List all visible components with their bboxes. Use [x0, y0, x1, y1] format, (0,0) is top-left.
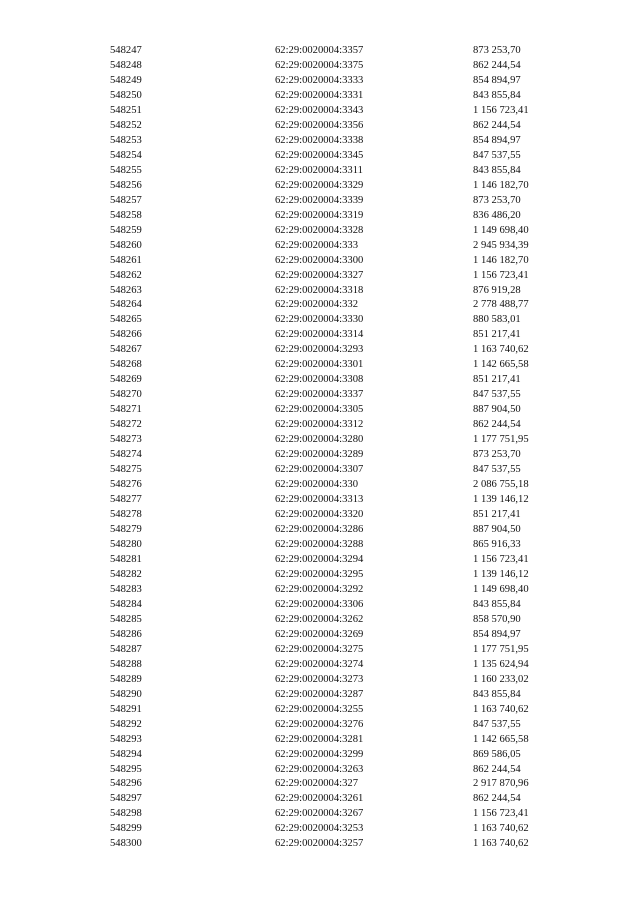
cadastral-number: 62:29:0020004:3375 — [275, 59, 364, 71]
row-number: 548274 — [110, 449, 142, 461]
cadastral-value: 843 855,84 — [473, 164, 521, 176]
cadastral-value: 847 537,55 — [473, 464, 521, 476]
cadastral-number: 62:29:0020004:3257 — [275, 838, 364, 850]
row-number: 548281 — [110, 553, 142, 565]
cadastral-value: 887 904,50 — [473, 524, 521, 535]
row-number: 548247 — [110, 45, 142, 56]
cadastral-number: 62:29:0020004:3305 — [275, 404, 364, 416]
table-row — [110, 358, 570, 373]
row-number: 548258 — [110, 209, 142, 221]
cadastral-number: 62:29:0020004:3329 — [275, 179, 364, 191]
table-row — [110, 343, 570, 358]
table-row — [110, 718, 570, 733]
cadastral-number: 62:29:0020004:3313 — [275, 494, 364, 506]
row-number: 548298 — [110, 808, 142, 820]
cadastral-value: 862 244,54 — [473, 793, 521, 805]
cadastral-value: 2 778 488,77 — [473, 299, 529, 311]
cadastral-value: 1 156 723,41 — [473, 553, 529, 565]
cadastral-value: 887 904,50 — [473, 404, 521, 416]
table-row — [110, 553, 570, 568]
cadastral-number: 62:29:0020004:3357 — [275, 45, 364, 56]
row-number: 548252 — [110, 119, 142, 131]
row-number: 548279 — [110, 524, 142, 535]
cadastral-number: 62:29:0020004:3319 — [275, 209, 364, 221]
table-row — [110, 763, 570, 778]
row-number: 548269 — [110, 374, 142, 386]
cadastral-value: 1 163 740,62 — [473, 838, 529, 850]
table-row — [110, 59, 570, 74]
table-row — [110, 583, 570, 598]
cadastral-value: 873 253,70 — [473, 45, 521, 56]
table-row — [110, 807, 570, 822]
cadastral-value: 1 142 665,58 — [473, 733, 529, 745]
cadastral-number: 62:29:0020004:330 — [275, 479, 358, 491]
table-row — [110, 269, 570, 284]
cadastral-value: 843 855,84 — [473, 688, 521, 700]
cadastral-value: 1 139 146,12 — [473, 494, 529, 506]
cadastral-value: 1 160 233,02 — [473, 673, 529, 685]
table-row — [110, 44, 570, 59]
row-number: 548292 — [110, 718, 142, 730]
cadastral-number: 62:29:0020004:3263 — [275, 763, 364, 775]
cadastral-number: 62:29:0020004:3311 — [275, 164, 363, 176]
table-row — [110, 628, 570, 643]
row-number: 548261 — [110, 254, 142, 266]
table-row — [110, 254, 570, 269]
table-row — [110, 613, 570, 628]
table-row — [110, 658, 570, 673]
cadastral-number: 62:29:0020004:3289 — [275, 449, 364, 461]
cadastral-number: 62:29:0020004:3262 — [275, 613, 364, 625]
table-row — [110, 284, 570, 299]
table-row — [110, 89, 570, 104]
table-row — [110, 313, 570, 328]
cadastral-number: 62:29:0020004:3292 — [275, 583, 364, 595]
row-number: 548264 — [110, 299, 142, 311]
cadastral-number: 62:29:0020004:3307 — [275, 464, 364, 476]
table-row — [110, 478, 570, 493]
cadastral-number: 62:29:0020004:3300 — [275, 254, 364, 266]
table-row — [110, 194, 570, 209]
cadastral-number: 62:29:0020004:327 — [275, 778, 358, 790]
table-row — [110, 733, 570, 748]
cadastral-number: 62:29:0020004:3273 — [275, 673, 364, 685]
cadastral-number: 62:29:0020004:3288 — [275, 538, 364, 550]
cadastral-value: 1 149 698,40 — [473, 583, 529, 595]
row-number: 548293 — [110, 733, 142, 745]
row-number: 548256 — [110, 179, 142, 191]
table-row — [110, 134, 570, 149]
cadastral-number: 62:29:0020004:332 — [275, 299, 358, 311]
row-number: 548267 — [110, 344, 142, 356]
table-row — [110, 164, 570, 179]
row-number: 548286 — [110, 628, 142, 640]
cadastral-value: 1 139 146,12 — [473, 568, 529, 580]
cadastral-value: 862 244,54 — [473, 419, 521, 431]
cadastral-value: 854 894,97 — [473, 74, 521, 86]
row-number: 548294 — [110, 748, 142, 760]
cadastral-number: 62:29:0020004:3356 — [275, 119, 364, 131]
table-row — [110, 598, 570, 613]
cadastral-value: 836 486,20 — [473, 209, 521, 221]
row-number: 548262 — [110, 269, 142, 281]
cadastral-number: 62:29:0020004:3312 — [275, 419, 364, 431]
row-number: 548268 — [110, 359, 142, 371]
table-row — [110, 179, 570, 194]
table-row — [110, 373, 570, 388]
table-row — [110, 328, 570, 343]
cadastral-number: 62:29:0020004:3314 — [275, 329, 364, 341]
cadastral-number: 62:29:0020004:3280 — [275, 434, 364, 446]
cadastral-value: 862 244,54 — [473, 119, 521, 131]
table-row — [110, 673, 570, 688]
row-number: 548297 — [110, 793, 142, 805]
table-row — [110, 643, 570, 658]
row-number: 548288 — [110, 658, 142, 670]
table-row — [110, 493, 570, 508]
cadastral-value: 1 146 182,70 — [473, 179, 529, 191]
row-number: 548265 — [110, 314, 142, 326]
row-number: 548272 — [110, 419, 142, 431]
cadastral-value: 1 135 624,94 — [473, 658, 529, 670]
cadastral-number: 62:29:0020004:3299 — [275, 748, 364, 760]
row-number: 548285 — [110, 613, 142, 625]
cadastral-number: 62:29:0020004:3337 — [275, 389, 364, 401]
cadastral-number: 62:29:0020004:3330 — [275, 314, 364, 326]
cadastral-number: 62:29:0020004:3253 — [275, 823, 364, 835]
cadastral-number: 62:29:0020004:3345 — [275, 149, 364, 161]
row-number: 548249 — [110, 74, 142, 86]
table-row — [110, 224, 570, 239]
cadastral-value: 1 156 723,41 — [473, 269, 529, 281]
row-number: 548284 — [110, 598, 142, 610]
row-number: 548255 — [110, 164, 142, 176]
cadastral-number: 62:29:0020004:3308 — [275, 374, 364, 386]
cadastral-number: 62:29:0020004:3276 — [275, 718, 364, 730]
table-row — [110, 538, 570, 553]
cadastral-number: 62:29:0020004:3301 — [275, 359, 364, 371]
table-row — [110, 239, 570, 254]
cadastral-value: 854 894,97 — [473, 628, 521, 640]
row-number: 548271 — [110, 404, 142, 416]
cadastral-value: 854 894,97 — [473, 134, 521, 146]
cadastral-number: 62:29:0020004:3281 — [275, 733, 364, 745]
cadastral-number: 62:29:0020004:3306 — [275, 598, 364, 610]
row-number: 548289 — [110, 673, 142, 685]
data-table — [110, 44, 570, 852]
cadastral-value: 851 217,41 — [473, 374, 521, 386]
cadastral-value: 865 916,33 — [473, 538, 521, 550]
cadastral-value: 862 244,54 — [473, 763, 521, 775]
cadastral-value: 1 163 740,62 — [473, 703, 529, 715]
cadastral-value: 1 156 723,41 — [473, 104, 529, 116]
cadastral-number: 62:29:0020004:3255 — [275, 703, 364, 715]
row-number: 548259 — [110, 224, 142, 236]
table-row — [110, 209, 570, 224]
cadastral-value: 847 537,55 — [473, 389, 521, 401]
cadastral-number: 62:29:0020004:3343 — [275, 104, 364, 116]
cadastral-number: 62:29:0020004:3331 — [275, 89, 364, 101]
row-number: 548295 — [110, 763, 142, 775]
cadastral-number: 62:29:0020004:3327 — [275, 269, 364, 281]
cadastral-value: 1 146 182,70 — [473, 254, 529, 266]
table-row — [110, 418, 570, 433]
cadastral-number: 62:29:0020004:3287 — [275, 688, 364, 700]
table-row — [110, 688, 570, 703]
table-row — [110, 104, 570, 119]
table-row — [110, 433, 570, 448]
cadastral-value: 843 855,84 — [473, 89, 521, 101]
cadastral-number: 62:29:0020004:3320 — [275, 509, 364, 521]
row-number: 548248 — [110, 59, 142, 71]
cadastral-value: 1 149 698,40 — [473, 224, 529, 236]
row-number: 548299 — [110, 823, 142, 835]
cadastral-number: 62:29:0020004:3295 — [275, 568, 364, 580]
row-number: 548254 — [110, 149, 142, 161]
row-number: 548300 — [110, 838, 142, 850]
row-number: 548282 — [110, 568, 142, 580]
cadastral-value: 869 586,05 — [473, 748, 521, 760]
cadastral-number: 62:29:0020004:3267 — [275, 808, 364, 820]
cadastral-value: 1 163 740,62 — [473, 344, 529, 356]
table-row — [110, 822, 570, 837]
cadastral-number: 62:29:0020004:3328 — [275, 224, 364, 236]
row-number: 548273 — [110, 434, 142, 446]
row-number: 548283 — [110, 583, 142, 595]
cadastral-value: 873 253,70 — [473, 194, 521, 206]
row-number: 548266 — [110, 329, 142, 341]
cadastral-value: 847 537,55 — [473, 718, 521, 730]
row-number: 548275 — [110, 464, 142, 476]
cadastral-value: 2 086 755,18 — [473, 479, 529, 491]
cadastral-value: 2 945 934,39 — [473, 239, 529, 251]
cadastral-number: 62:29:0020004:3339 — [275, 194, 364, 206]
cadastral-number: 62:29:0020004:333 — [275, 239, 358, 251]
row-number: 548253 — [110, 134, 142, 146]
cadastral-value: 851 217,41 — [473, 509, 521, 521]
table-row — [110, 792, 570, 807]
table-row — [110, 448, 570, 463]
cadastral-value: 873 253,70 — [473, 449, 521, 461]
row-number: 548257 — [110, 194, 142, 206]
row-number: 548290 — [110, 688, 142, 700]
row-number: 548277 — [110, 494, 142, 506]
table-row — [110, 74, 570, 89]
row-number: 548263 — [110, 284, 142, 296]
cadastral-value: 858 570,90 — [473, 613, 521, 625]
cadastral-value: 851 217,41 — [473, 329, 521, 341]
cadastral-value: 847 537,55 — [473, 149, 521, 161]
row-number: 548287 — [110, 643, 142, 655]
cadastral-value: 843 855,84 — [473, 598, 521, 610]
cadastral-value: 2 917 870,96 — [473, 778, 529, 790]
cadastral-number: 62:29:0020004:3333 — [275, 74, 364, 86]
table-row — [110, 568, 570, 583]
cadastral-number: 62:29:0020004:3274 — [275, 658, 364, 670]
cadastral-number: 62:29:0020004:3294 — [275, 553, 364, 565]
row-number: 548296 — [110, 778, 142, 790]
row-number: 548260 — [110, 239, 142, 251]
cadastral-value: 1 142 665,58 — [473, 359, 529, 371]
cadastral-number: 62:29:0020004:3269 — [275, 628, 364, 640]
table-row — [110, 388, 570, 403]
table-row — [110, 748, 570, 763]
cadastral-value: 1 177 751,95 — [473, 434, 529, 446]
row-number: 548291 — [110, 703, 142, 715]
row-number: 548278 — [110, 509, 142, 521]
cadastral-value: 1 156 723,41 — [473, 808, 529, 820]
row-number: 548276 — [110, 479, 142, 491]
cadastral-number: 62:29:0020004:3293 — [275, 344, 364, 356]
row-number: 548280 — [110, 538, 142, 550]
row-number: 548250 — [110, 89, 142, 101]
cadastral-value: 1 177 751,95 — [473, 643, 529, 655]
cadastral-value: 862 244,54 — [473, 59, 521, 71]
cadastral-number: 62:29:0020004:3338 — [275, 134, 364, 146]
row-number: 548270 — [110, 389, 142, 401]
table-row — [110, 777, 570, 792]
table-row — [110, 298, 570, 313]
table-row — [110, 508, 570, 523]
row-number: 548251 — [110, 104, 142, 116]
table-row — [110, 703, 570, 718]
cadastral-number: 62:29:0020004:3286 — [275, 524, 364, 535]
table-row — [110, 837, 570, 852]
cadastral-number: 62:29:0020004:3275 — [275, 643, 364, 655]
table-row — [110, 119, 570, 134]
table-row — [110, 523, 570, 538]
cadastral-value: 876 919,28 — [473, 284, 521, 296]
cadastral-number: 62:29:0020004:3318 — [275, 284, 364, 296]
table-row — [110, 403, 570, 418]
table-row — [110, 149, 570, 164]
table-row — [110, 463, 570, 478]
cadastral-value: 1 163 740,62 — [473, 823, 529, 835]
cadastral-number: 62:29:0020004:3261 — [275, 793, 364, 805]
cadastral-value: 880 583,01 — [473, 314, 521, 326]
